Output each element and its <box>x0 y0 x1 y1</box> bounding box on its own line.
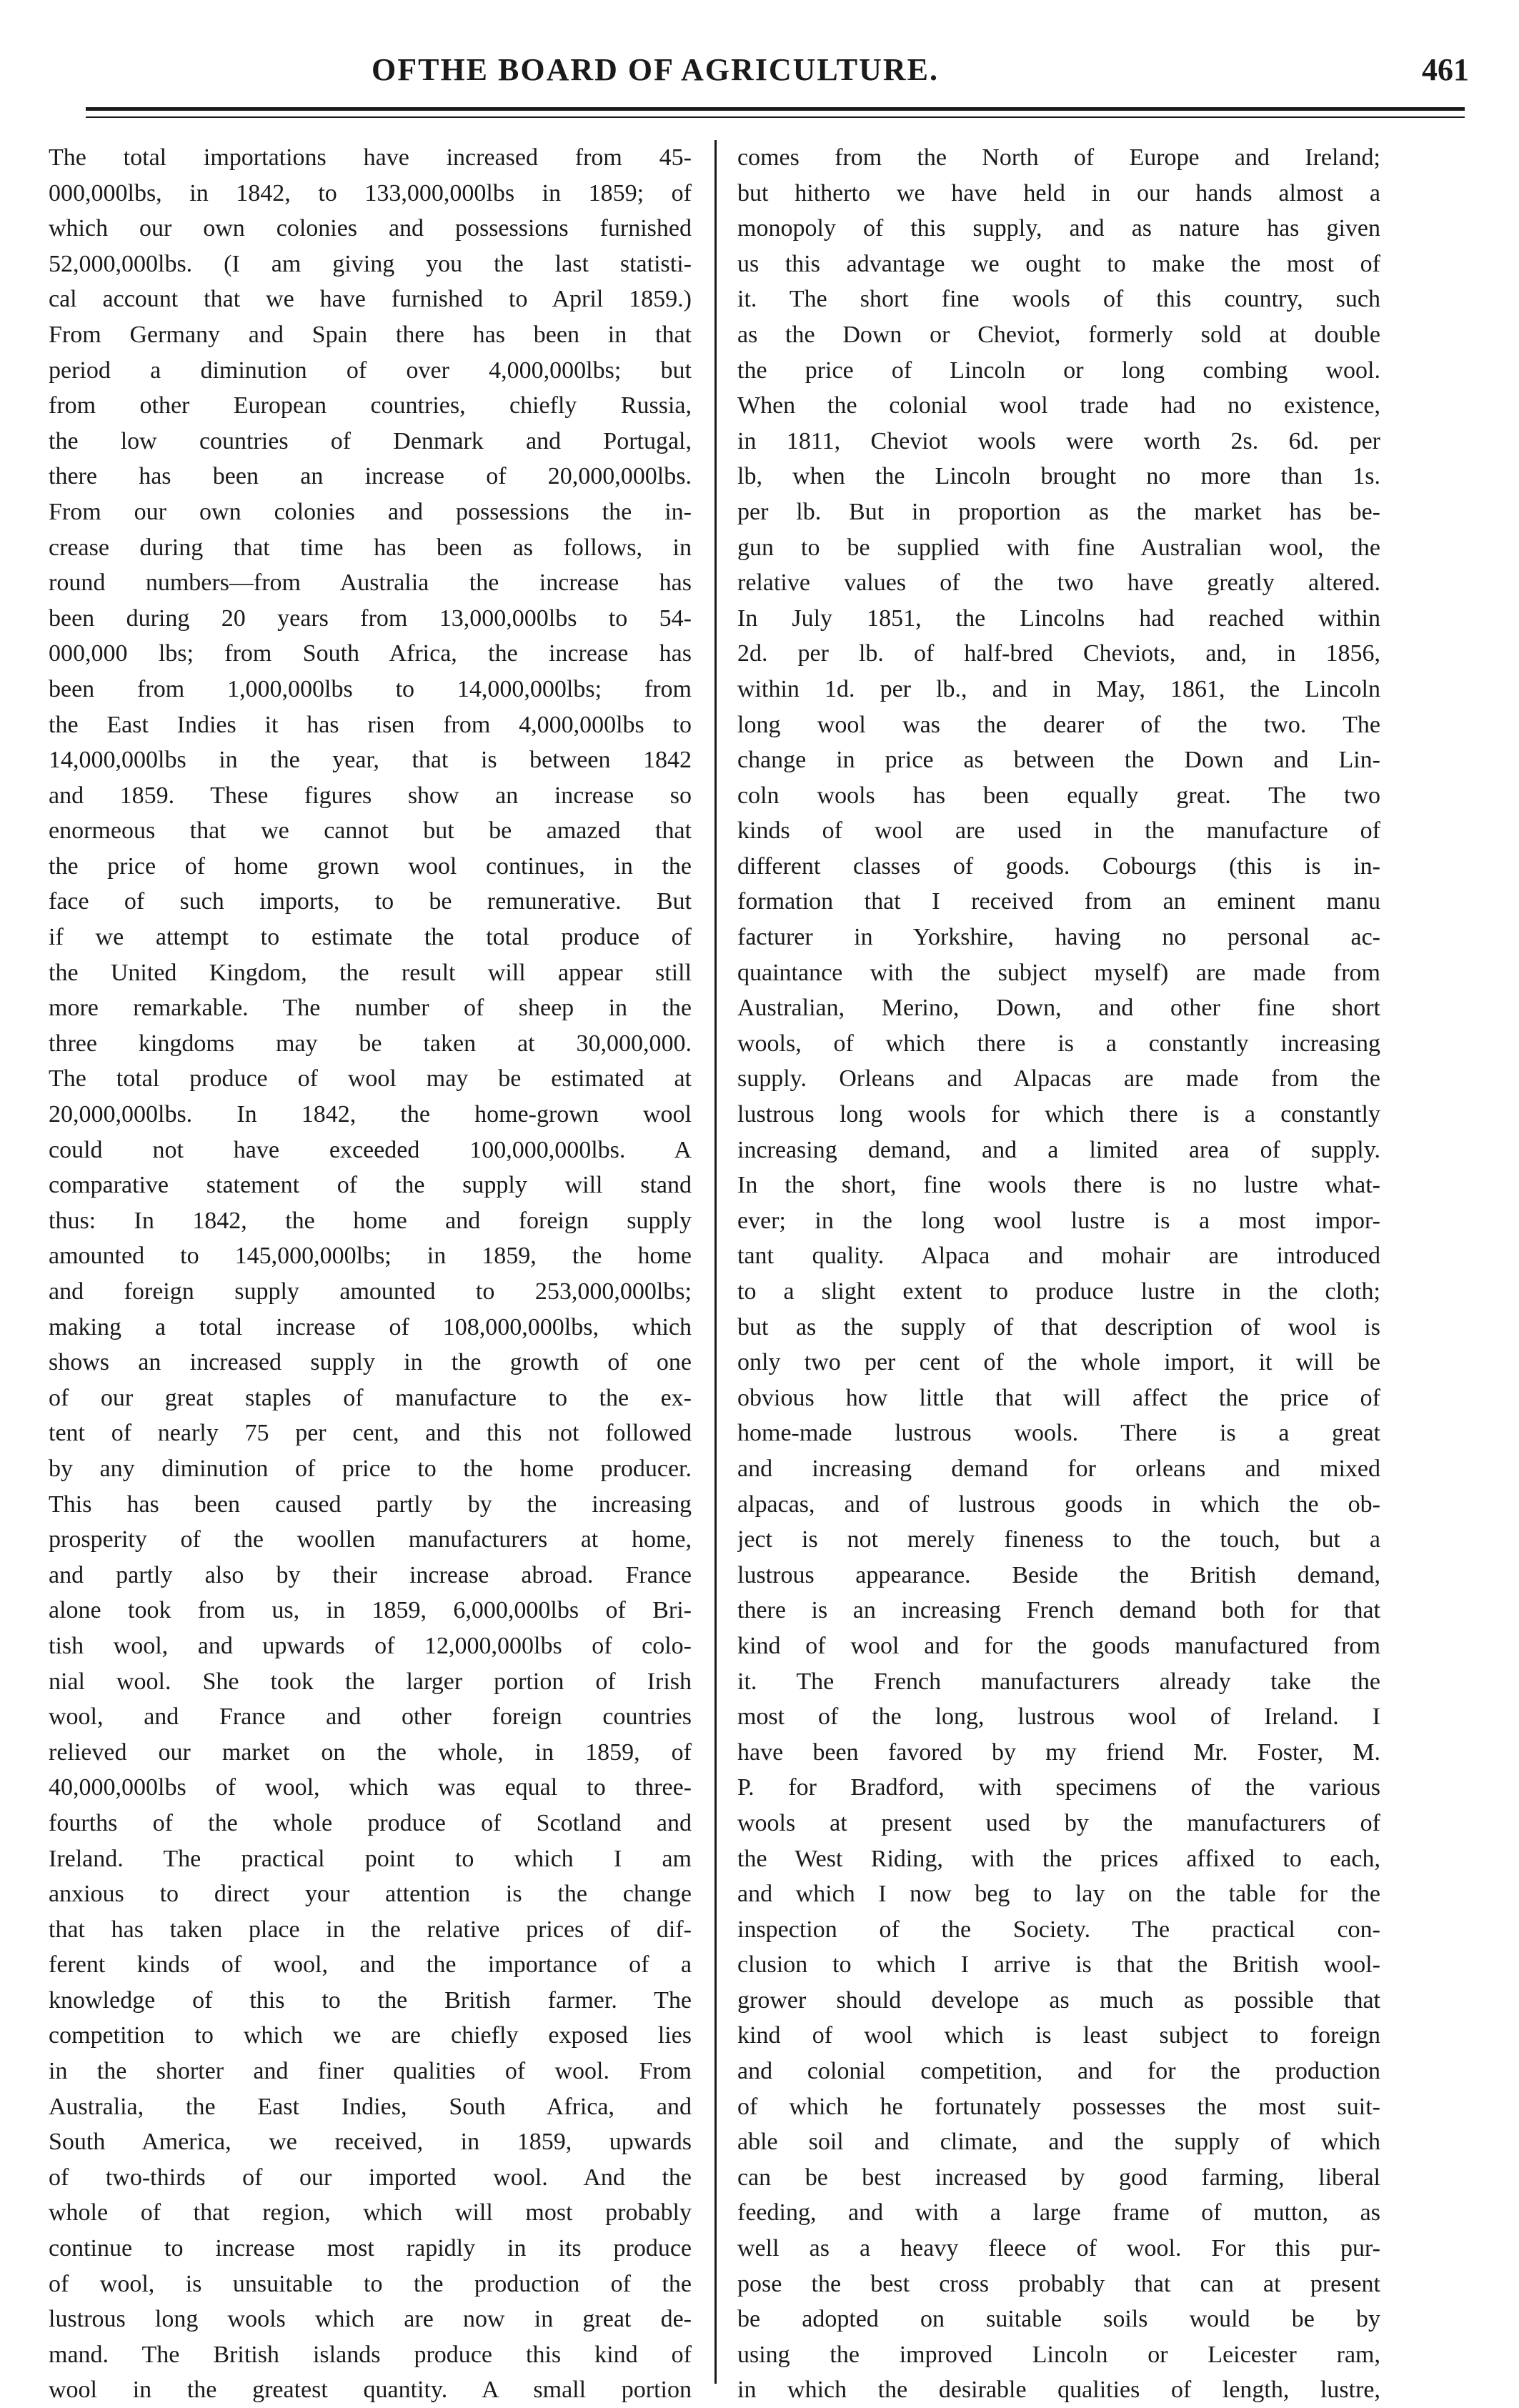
text-line: prosperity of the woollen manufacturers at home, <box>49 1526 692 1553</box>
text-line: amounted to 145,000,000lbs; in 1859, the home <box>49 1243 692 1270</box>
text-line: wool in the greatest quantity. A small portion <box>49 2377 692 2404</box>
text-line: us this advantage we ought to make the most of <box>737 250 1380 277</box>
text-line: shows an increased supply in the growth of one <box>49 1349 692 1376</box>
text-line: of which he fortunately possesses the most suit- <box>737 2093 1380 2120</box>
text-line: ject is not merely fineness to the touch, but a <box>737 1526 1380 1553</box>
text-line: lb, when the Lincoln brought no more than 1s. <box>737 463 1380 490</box>
text-line: the price of home grown wool continues, in the <box>49 852 692 880</box>
text-line: can be best increased by good farming, liberal <box>737 2164 1380 2191</box>
text-line: long wool was the dearer of the two. The <box>737 711 1380 738</box>
text-line: formation that I received from an eminent manu <box>737 888 1380 915</box>
text-line: whole of that region, which will most probably <box>49 2199 692 2227</box>
text-line: within 1d. per lb., and in May, 1861, the Lincoln <box>737 675 1380 702</box>
text-line: it. The French manufacturers already take the <box>737 1668 1380 1695</box>
text-line: and partly also by their increase abroad. France <box>49 1561 692 1588</box>
text-line: but as the supply of that description of wool is <box>737 1313 1380 1340</box>
text-line: increasing demand, and a limited area of supply. <box>737 1136 1380 1163</box>
text-line: Australia, the East Indies, South Africa, and <box>49 2093 692 2120</box>
text-line: be adopted on suitable soils would be by <box>737 2306 1380 2333</box>
text-line: to a slight extent to produce lustre in the cloth; <box>737 1278 1380 1305</box>
text-line: When the colonial wool trade had no existence, <box>737 392 1380 419</box>
text-line: per lb. But in proportion as the market has be- <box>737 498 1380 525</box>
text-line: alone took from us, in 1859, 6,000,000lbs of Bri- <box>49 1597 692 1624</box>
text-line: only two per cent of the whole import, it will be <box>737 1349 1380 1376</box>
text-line: competition to which we are chiefly exposed lies <box>49 2022 692 2049</box>
text-line: This has been caused partly by the increasing <box>49 1491 692 1518</box>
text-line: if we attempt to estimate the total produce of <box>49 924 692 951</box>
text-line: grower should develope as much as possible that <box>737 1986 1380 2014</box>
text-line: but hitherto we have held in our hands almost a <box>737 179 1380 207</box>
text-line: from other European countries, chiefly Russia, <box>49 392 692 419</box>
text-line: able soil and climate, and the supply of which <box>737 2129 1380 2156</box>
text-line: in 1811, Cheviot wools were worth 2s. 6d. per <box>737 427 1380 454</box>
text-line: anxious to direct your attention is the change <box>49 1881 692 1908</box>
text-line: which our own colonies and possessions furnished <box>49 215 692 242</box>
text-line: In July 1851, the Lincolns had reached within <box>737 605 1380 632</box>
text-line: by any diminution of price to the home producer. <box>49 1455 692 1482</box>
text-line: been from 1,000,000lbs to 14,000,000lbs; from <box>49 675 692 702</box>
text-line: relieved our market on the whole, in 1859, of <box>49 1738 692 1766</box>
text-line: the United Kingdom, the result will appear still <box>49 959 692 986</box>
text-line: thus: In 1842, the home and foreign supply <box>49 1207 692 1234</box>
text-line: and which I now beg to lay on the table for the <box>737 1881 1380 1908</box>
text-line: the East Indies it has risen from 4,000,000lbs to <box>49 711 692 738</box>
running-title: OFTHE BOARD OF AGRICULTURE. <box>372 52 939 87</box>
text-line: ever; in the long wool lustre is a most impor- <box>737 1207 1380 1234</box>
text-line: using the improved Lincoln or Leicester ram, <box>737 2341 1380 2368</box>
text-line: knowledge of this to the British farmer. The <box>49 1986 692 2014</box>
text-line: and 1859. These figures show an increase so <box>49 782 692 809</box>
text-line: kinds of wool are used in the manufacture of <box>737 817 1380 845</box>
left-text-column <box>49 140 692 2408</box>
text-line: fourths of the whole produce of Scotland and <box>49 1809 692 1836</box>
text-line: relative values of the two have greatly altered. <box>737 569 1380 597</box>
column-divider <box>714 140 717 2384</box>
text-line: mand. The British islands produce this kind of <box>49 2341 692 2368</box>
text-line: Australian, Merino, Down, and other fine short <box>737 995 1380 1022</box>
text-line: 20,000,000lbs. In 1842, the home-grown wool <box>49 1101 692 1128</box>
text-line: different classes of goods. Cobourgs (this is in- <box>737 852 1380 880</box>
text-line: have been favored by my friend Mr. Foster, M. <box>737 1738 1380 1766</box>
text-line: making a total increase of 108,000,000lbs, which <box>49 1313 692 1340</box>
text-line: 2d. per lb. of half-bred Cheviots, and, in 1856, <box>737 640 1380 667</box>
text-line: gun to be supplied with fine Australian wool, the <box>737 534 1380 561</box>
text-line: 14,000,000lbs in the year, that is between 1842 <box>49 747 692 774</box>
text-line: The total importations have increased from 45- <box>49 144 692 171</box>
text-line: and colonial competition, and for the production <box>737 2058 1380 2085</box>
text-line: there has been an increase of 20,000,000lbs. <box>49 463 692 490</box>
text-line: 000,000 lbs; from South Africa, the increase has <box>49 640 692 667</box>
text-line: it. The short fine wools of this country, such <box>737 286 1380 313</box>
text-line: pose the best cross probably that can at present <box>737 2270 1380 2297</box>
text-line: been during 20 years from 13,000,000lbs to 54- <box>49 605 692 632</box>
text-line: obvious how little that will affect the price of <box>737 1384 1380 1411</box>
text-line: enormeous that we cannot but be amazed that <box>49 817 692 845</box>
text-line: nial wool. She took the larger portion of Irish <box>49 1668 692 1695</box>
text-line: the price of Lincoln or long combing wool. <box>737 357 1380 384</box>
text-line: of two-thirds of our imported wool. And the <box>49 2164 692 2191</box>
text-line: lustrous long wools which are now in great de- <box>49 2306 692 2333</box>
text-line: wools at present used by the manufacturers of <box>737 1809 1380 1836</box>
text-line: change in price as between the Down and Lin- <box>737 747 1380 774</box>
text-line: comes from the North of Europe and Ireland; <box>737 144 1380 171</box>
text-line: in the shorter and finer qualities of wool. From <box>49 2058 692 2085</box>
page-number: 461 <box>1422 52 1469 87</box>
header-rule-thick <box>86 107 1465 111</box>
text-line: feeding, and with a large frame of mutton, as <box>737 2199 1380 2227</box>
text-line: continue to increase most rapidly in its produce <box>49 2235 692 2262</box>
text-line: alpacas, and of lustrous goods in which the ob- <box>737 1491 1380 1518</box>
text-line: kind of wool and for the goods manufactured from <box>737 1632 1380 1659</box>
text-line: in which the desirable qualities of length, lustre, <box>737 2377 1380 2404</box>
text-line: face of such imports, to be remunerative. But <box>49 888 692 915</box>
text-line: tish wool, and upwards of 12,000,000lbs of colo- <box>49 1632 692 1659</box>
text-line: facturer in Yorkshire, having no personal ac- <box>737 924 1380 951</box>
text-line: of wool, is unsuitable to the production of the <box>49 2270 692 2297</box>
text-line: the West Riding, with the prices affixed to each, <box>737 1845 1380 1872</box>
header-rule-thin <box>86 116 1465 118</box>
text-line: The total produce of wool may be estimated at <box>49 1065 692 1093</box>
text-line: comparative statement of the supply will stand <box>49 1172 692 1199</box>
text-line: lustrous long wools for which there is a constantly <box>737 1101 1380 1128</box>
text-line: most of the long, lustrous wool of Ireland. I <box>737 1703 1380 1731</box>
text-line: ferent kinds of wool, and the importance of a <box>49 1951 692 1979</box>
text-line: that has taken place in the relative prices of dif- <box>49 1916 692 1943</box>
text-line: kind of wool which is least subject to foreign <box>737 2022 1380 2049</box>
text-line: P. for Bradford, with specimens of the various <box>737 1774 1380 1801</box>
text-line: quaintance with the subject myself) are made from <box>737 959 1380 986</box>
text-line: and increasing demand for orleans and mixed <box>737 1455 1380 1482</box>
text-line: there is an increasing French demand both for that <box>737 1597 1380 1624</box>
right-text-column <box>737 140 1380 2408</box>
text-line: 52,000,000lbs. (I am giving you the last statisti- <box>49 250 692 277</box>
text-line: as the Down or Cheviot, formerly sold at double <box>737 321 1380 348</box>
text-line: wool, and France and other foreign countries <box>49 1703 692 1731</box>
text-line: period a diminution of over 4,000,000lbs; but <box>49 357 692 384</box>
text-line: and foreign supply amounted to 253,000,000lbs; <box>49 1278 692 1305</box>
text-line: supply. Orleans and Alpacas are made from the <box>737 1065 1380 1093</box>
text-line: of our great staples of manufacture to the ex- <box>49 1384 692 1411</box>
text-line: From Germany and Spain there has been in that <box>49 321 692 348</box>
text-line: monopoly of this supply, and as nature has given <box>737 215 1380 242</box>
text-line: 000,000lbs, in 1842, to 133,000,000lbs in 1859; of <box>49 179 692 207</box>
text-line: cal account that we have furnished to April 1859.) <box>49 286 692 313</box>
text-line: Ireland. The practical point to which I am <box>49 1845 692 1872</box>
text-line: the low countries of Denmark and Portugal, <box>49 427 692 454</box>
text-line: more remarkable. The number of sheep in the <box>49 995 692 1022</box>
text-line: lustrous appearance. Beside the British demand, <box>737 1561 1380 1588</box>
text-line: 40,000,000lbs of wool, which was equal to three- <box>49 1774 692 1801</box>
text-line: tant quality. Alpaca and mohair are introduced <box>737 1243 1380 1270</box>
text-line: round numbers—from Australia the increase has <box>49 569 692 597</box>
text-line: home-made lustrous wools. There is a great <box>737 1420 1380 1447</box>
text-line: South America, we received, in 1859, upwards <box>49 2129 692 2156</box>
text-line: wools, of which there is a constantly increasing <box>737 1030 1380 1057</box>
text-line: inspection of the Society. The practical con- <box>737 1916 1380 1943</box>
text-line: tent of nearly 75 per cent, and this not followed <box>49 1420 692 1447</box>
text-line: In the short, fine wools there is no lustre what- <box>737 1172 1380 1199</box>
text-line: three kingdoms may be taken at 30,000,000. <box>49 1030 692 1057</box>
text-line: From our own colonies and possessions the in- <box>49 498 692 525</box>
text-line: could not have exceeded 100,000,000lbs. A <box>49 1136 692 1163</box>
text-line: clusion to which I arrive is that the British wool- <box>737 1951 1380 1979</box>
text-line: crease during that time has been as follows, in <box>49 534 692 561</box>
text-line: well as a heavy fleece of wool. For this pur- <box>737 2235 1380 2262</box>
text-line: coln wools has been equally great. The two <box>737 782 1380 809</box>
